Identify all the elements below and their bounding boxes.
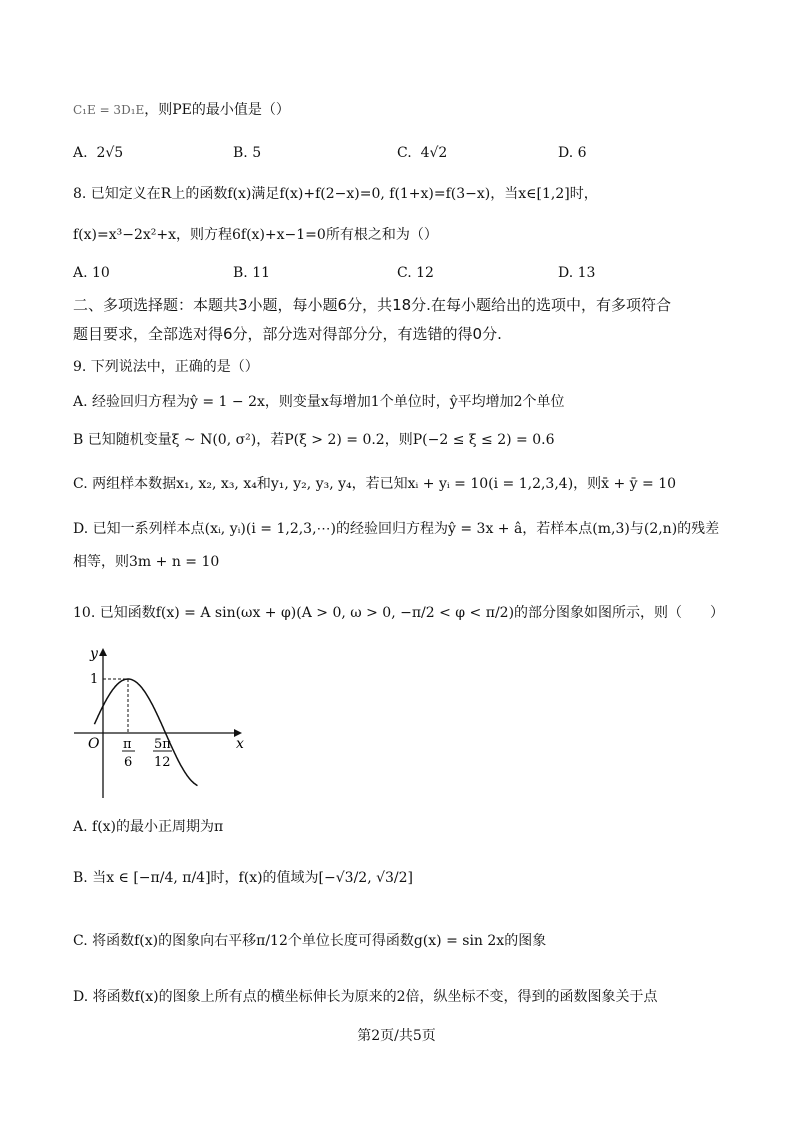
x-label: x — [236, 736, 244, 752]
q9-option-d-line1: D. 已知一系列样本点(xᵢ, yᵢ)(i = 1,2,3,⋯)的经验回归方程为ŷ = 3x + â，若样本点(m,3)与(2,n)的残差 — [73, 521, 720, 537]
q10-option-c: C. 将函数f(x)的图象向右平移π/12个单位长度可得函数g(x) = sin 2x的图象 — [73, 933, 547, 949]
q10-option-b: B. 当x ∈ [−π/4, π/4]时，f(x)的值域为[−√3/2, √3/2] — [73, 870, 414, 886]
q7-option-c: C. 4√2 — [397, 145, 448, 161]
q10-stem: 10. 已知函数f(x) = A sin(ωx + φ)(A > 0, ω > 0, −π/2 < φ < π/2)的部分图象如图所示，则（ ） — [73, 605, 725, 621]
y-tick-1: 1 — [90, 672, 99, 687]
q8-line1: 8. 已知定义在R上的函数f(x)满足f(x)+f(2−x)=0, f(1+x)=f(3−x)，当x∈[1,2]时， — [73, 186, 598, 202]
q9-option-a: A. 经验回归方程为ŷ = 1 − 2x，则变量x每增加1个单位时，ŷ平均增加2个单位 — [73, 394, 565, 410]
section2-line1: 二、多项选择题：本题共3小题，每小题6分，共18分.在每小题给出的选项中，有多项符合 — [73, 296, 671, 314]
page-footer: 第2页/共5页 — [357, 1028, 436, 1044]
x-tick-pi6-num: π — [123, 737, 132, 752]
q8-option-a: A. 10 — [73, 265, 110, 281]
q7-tail-line — [73, 100, 290, 120]
y-axis-arrow — [99, 648, 107, 656]
q8-line2: f(x)=x³−2x²+x，则方程6f(x)+x−1=0所有根之和为（） — [73, 227, 438, 243]
q9-stem: 9. 下列说法中，正确的是（） — [73, 359, 259, 375]
y-label: y — [90, 646, 98, 662]
q7-tail-math: C₁E = 3D₁E — [73, 103, 145, 117]
q8-option-c: C. 12 — [397, 265, 434, 281]
section2-line2: 题目要求，全部选对得6分，部分选对得部分分，有选错的得0分. — [73, 325, 502, 343]
q8-option-b: B. 11 — [233, 265, 271, 281]
x-tick-5pi12-num: 5π — [154, 737, 171, 752]
q10-option-a: A. f(x)的最小正周期为π — [73, 819, 224, 835]
q9-option-c: C. 两组样本数据x₁, x₂, x₃, x₄和y₁, y₂, y₃, y₄，若已知xᵢ + yᵢ = 10(i = 1,2,3,4)，则x̄ + ȳ = 10 — [73, 476, 677, 492]
q7-tail-text: ，则PE的最小值是（） — [144, 102, 290, 118]
q10-option-d: D. 将函数f(x)的图象上所有点的横坐标伸长为原来的2倍，纵坐标不变，得到的函数图象关于点 — [73, 989, 658, 1005]
sine-curve — [94, 679, 197, 786]
q7-option-b: B. 5 — [233, 145, 262, 161]
x-tick-pi6-den: 6 — [124, 755, 133, 770]
q7-option-a: A. 2√5 — [73, 145, 124, 161]
origin-label: O — [88, 736, 100, 752]
q8-option-d: D. 13 — [558, 265, 596, 281]
x-tick-5pi12-den: 12 — [154, 755, 171, 770]
q9-option-d-line2: 相等，则3m + n = 10 — [73, 554, 220, 570]
q10-sine-graph — [70, 640, 260, 800]
q9-option-b: B 已知随机变量ξ ~ N(0, σ²)，若P(ξ > 2) = 0.2，则P(−2 ≤ ξ ≤ 2) = 0.6 — [73, 432, 555, 448]
q7-option-d: D. 6 — [558, 145, 587, 161]
